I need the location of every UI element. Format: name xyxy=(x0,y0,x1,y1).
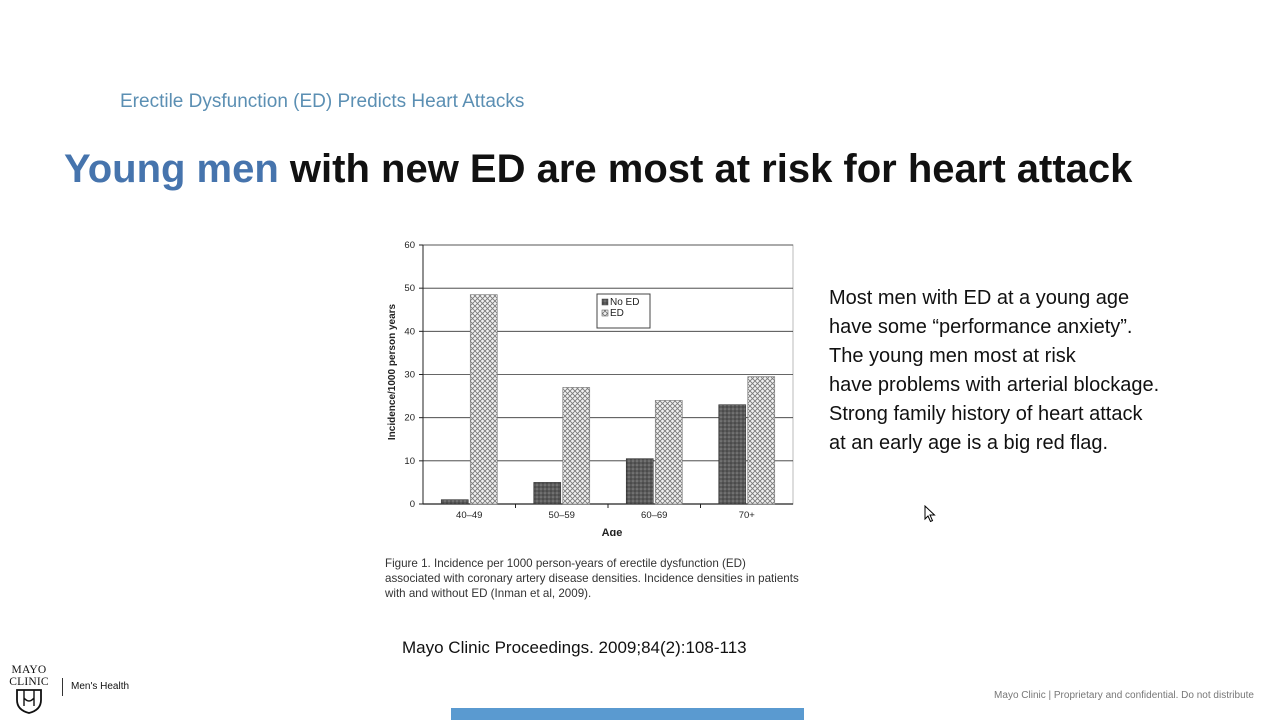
bar-ed xyxy=(563,387,590,504)
x-tick-label: 40–49 xyxy=(456,510,483,521)
logo-department: Men's Health xyxy=(71,681,130,692)
logo-name: MAYO CLINIC xyxy=(9,664,49,688)
x-tick-label: 60–69 xyxy=(641,510,668,521)
legend-label: ED xyxy=(610,308,624,319)
mayo-clinic-logo xyxy=(6,664,136,716)
shield-logo-icon xyxy=(15,688,43,714)
bar-no-ed xyxy=(626,459,653,504)
body-line: Most men with ED at a young age xyxy=(829,287,1130,309)
legend-swatch xyxy=(602,310,608,316)
bar-no-ed xyxy=(534,482,561,504)
body-line: have problems with arterial blockage. xyxy=(829,374,1160,396)
x-tick-label: 70+ xyxy=(738,510,755,521)
bar-no-ed xyxy=(441,500,468,504)
bar-ed xyxy=(470,295,497,504)
bottom-accent-bar xyxy=(451,708,804,720)
bar-ed xyxy=(748,377,775,504)
headline-accent: Young men xyxy=(64,147,279,191)
source-citation: Mayo Clinic Proceedings. 2009;84(2):108-113 xyxy=(402,638,747,657)
y-axis-label: Incidence/1000 person years xyxy=(387,303,398,441)
y-tick-label: 20 xyxy=(404,412,415,424)
y-tick-label: 50 xyxy=(404,283,415,295)
bar-chart xyxy=(380,236,800,536)
footer-confidential-note: Mayo Clinic | Proprietary and confidential. Do not distribute xyxy=(994,690,1254,701)
slide-subtitle: Erectile Dysfunction (ED) Predicts Heart Attacks xyxy=(120,91,525,112)
chart-legend xyxy=(597,294,650,328)
chart-container xyxy=(380,236,800,536)
body-line: Strong family history of heart attack xyxy=(829,403,1143,425)
y-tick-label: 10 xyxy=(404,455,415,467)
bar-ed xyxy=(655,400,682,504)
body-line: at an early age is a big red flag. xyxy=(829,432,1109,454)
x-axis-label: Age xyxy=(601,527,623,536)
headline-rest: with new ED are most at risk for heart attack xyxy=(278,147,1133,191)
y-tick-label: 0 xyxy=(409,499,415,510)
slide-headline xyxy=(64,147,1244,192)
bar-no-ed xyxy=(719,405,746,504)
y-tick-label: 40 xyxy=(404,326,415,338)
legend-swatch xyxy=(602,299,608,305)
body-text xyxy=(829,284,1249,458)
y-tick-label: 60 xyxy=(404,240,415,251)
y-tick-label: 30 xyxy=(404,369,415,381)
figure-caption: Figure 1. Incidence per 1000 person-years of erectile dysfunction (ED) associated with coronary artery disease densities. Incidence densities in patients with and without ED (Inman et al, 2009). xyxy=(385,557,799,600)
legend-label: No ED xyxy=(610,297,640,308)
mouse-cursor-icon xyxy=(924,505,936,523)
body-line: The young men most at risk xyxy=(829,345,1076,367)
logo-divider xyxy=(62,678,63,696)
body-line: have some “performance anxiety”. xyxy=(829,316,1133,338)
x-tick-label: 50–59 xyxy=(548,510,575,521)
